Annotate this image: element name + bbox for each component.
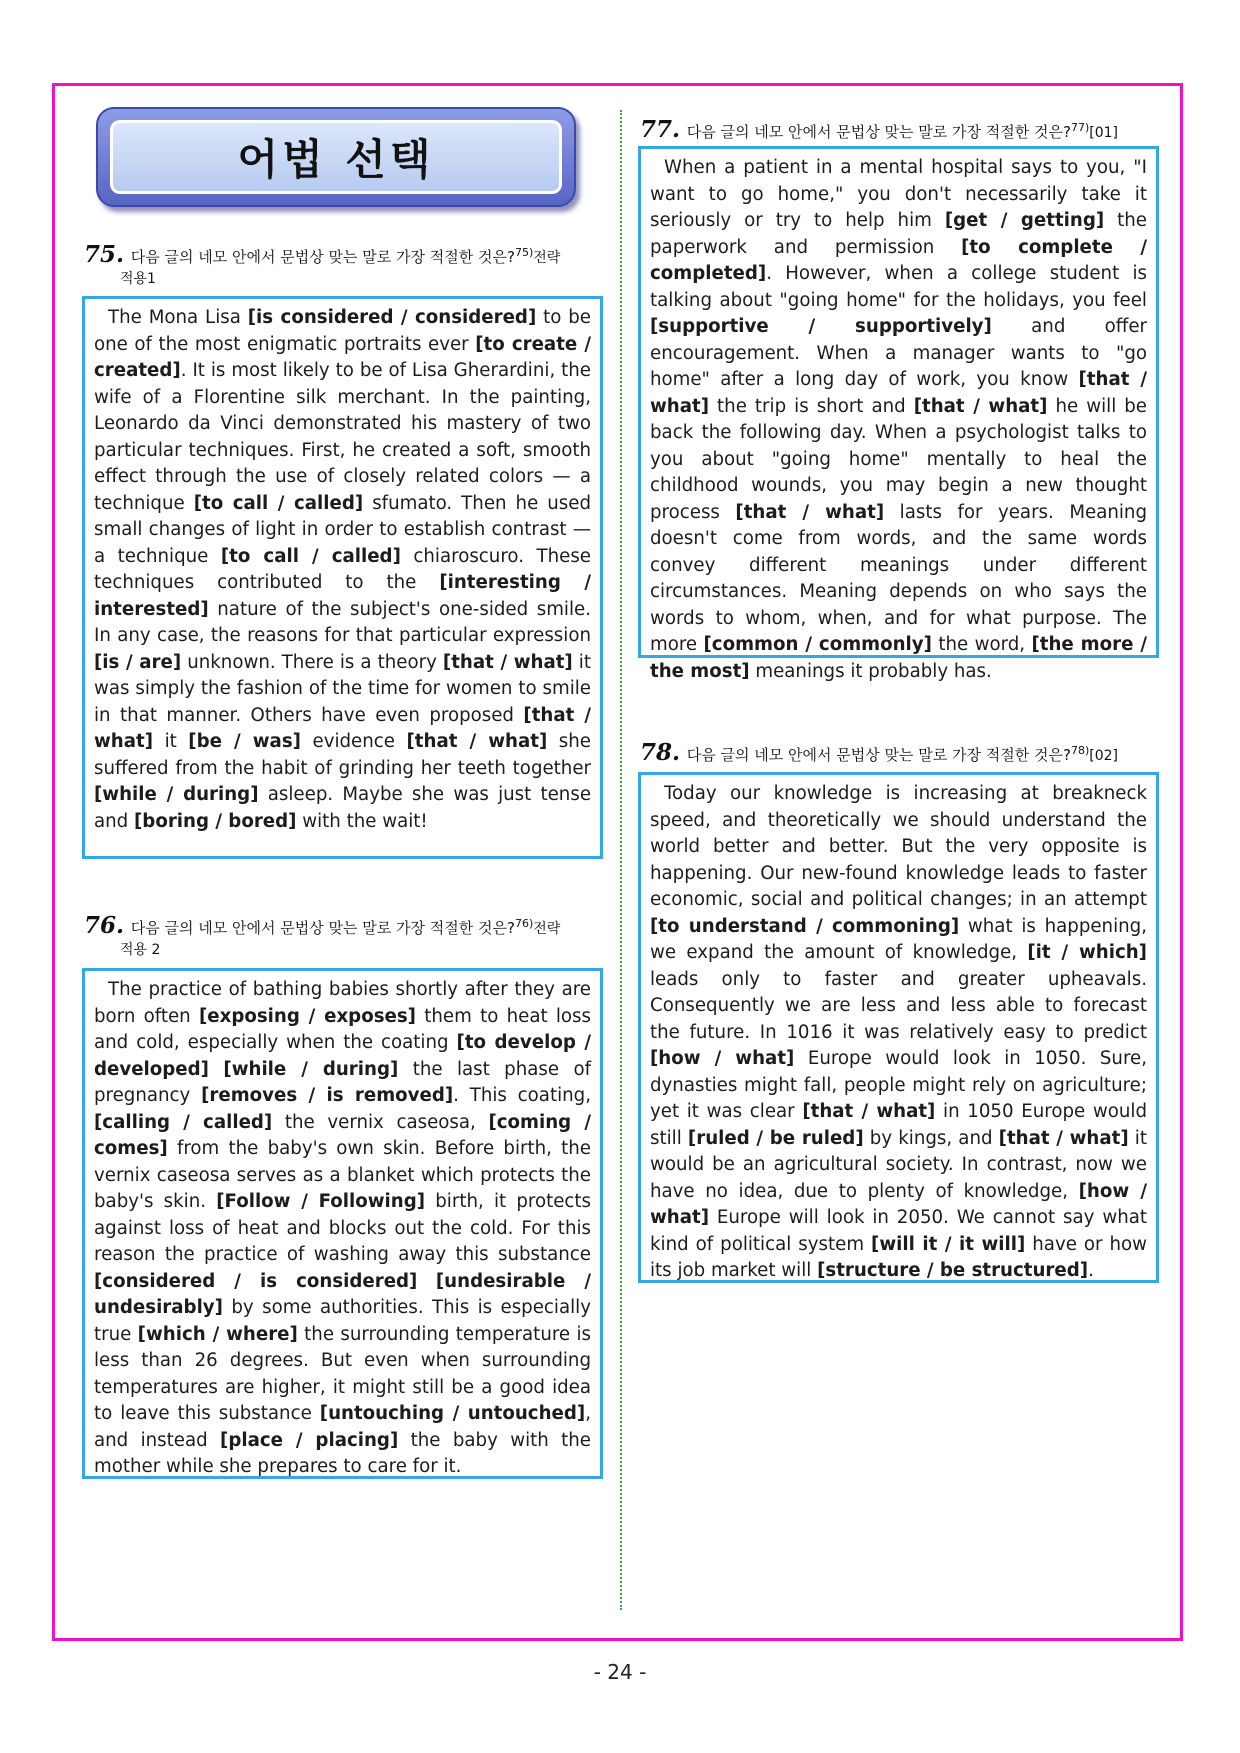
choice-bracket: [to complete / completed]: [650, 236, 1147, 284]
footnote-ref: 77): [1070, 121, 1090, 134]
choice-bracket: [structure / be structured]: [817, 1260, 1089, 1281]
choice-bracket: [while / during]: [223, 1058, 399, 1080]
passage-text: The practice of bathing babies shortly after they are born often [exposing / exposes] them to heat loss and cold, especially when the coating [to develop / developed] [while / during] the last phase of pregnancy [removes / is removed]. This coating, [calling / called] the vernix caseosa, [coming / comes] from the baby's own skin. Before birth, the vernix caseosa serves as a blanket which protects the baby's skin. [Follow / Following] birth, it protects against loss of heat and blocks out the cold. For this reason the practice of washing away this substance [considered / is considered] [undesirable / undesirably] by some authorities. This is especially true [which / where] the surrounding temperature is less than 26 degrees. But even when surrounding temperatures are higher, it might still be a good idea to leave this substance [untouching / untouched], and instead [place / placing] the baby with the mother while she prepares to care for it.: [94, 979, 592, 1477]
choice-bracket: [untouching / untouched]: [319, 1403, 586, 1424]
choice-bracket: [coming / comes]: [94, 1111, 592, 1159]
choice-bracket: [boring / bored]: [134, 810, 297, 832]
choice-bracket: [interesting / interested]: [94, 572, 591, 620]
column-divider: [620, 110, 622, 1610]
question-tag: [02]: [1089, 748, 1118, 764]
choice-bracket: [to develop / developed]: [94, 1032, 591, 1080]
choice-bracket: [to understand / commoning]: [650, 915, 960, 937]
choice-bracket: [that / what]: [998, 1127, 1129, 1149]
footnote-ref: 75): [514, 246, 534, 259]
choice-bracket: [that / what]: [913, 395, 1048, 417]
passage-text: Today our knowledge is increasing at breakneck speed, and theoretically we should understand the world better and better. But the very opposite is happening. Our new-found knowledge leads to faster economic, social and political changes; in an attempt [to understand / commoning] what is happening, we expand the amount of knowledge, [it / which] leads only to faster and greater upheavals. Consequently we are less and less able to forecast the future. In 1016 it was relatively easy to predict [how / what] Europe would look in 1050. Sure, dynasties might fall, people might rely on agriculture; yet it was clear [that / what] in 1050 Europe would still [ruled / be ruled] by kings, and [that / what] it would be an agricultural society. In contrast, now we have no idea, due to plenty of knowledge, [how / what] Europe will look in 2050. We cannot say what kind of political system [will it / it will] have or how its job market will [structure / be structured].: [650, 783, 1147, 1281]
question-tag: 전략: [533, 250, 561, 266]
question-tag-2: 적용 2: [120, 942, 161, 958]
footnote-ref: 76): [514, 917, 534, 930]
question-78-header: [640, 741, 1165, 766]
choice-bracket: [to call / called]: [220, 545, 401, 567]
choice-bracket: [that / what]: [735, 501, 885, 523]
passage-text: The Mona Lisa [is considered / considered] to be one of the most enigmatic portraits ever [to create / created]. It is most likely to be of Lisa Gherardini, the wife of a Florentine silk merchant. In the painting, Leonardo da Vinci demonstrated his mastery of two particular techniques. First, he created a soft, smooth effect through the use of closely related colors — a technique [to call / called] sfumato. Then he used small changes of light in order to establish contrast — a technique [to call / called] chiaroscuro. These techniques contributed to the [interesting / interested] nature of the subject's one-sided smile. In any case, the reasons for that particular expression [is / are] unknown. There is a theory [that / what] it was simply the fashion of the time for women to smile in that manner. Others have even proposed [that / what] it [be / was] evidence [that / what] she suffered from the habit of grinding her teeth together [while / during] asleep. Maybe she was just tense and [boring / bored] with the wait!: [94, 307, 592, 832]
question-tag: 전략: [533, 921, 561, 937]
question-number: 78.: [640, 739, 681, 766]
question-prompt: 다음 글의 네모 안에서 문법상 맞는 말로 가장 적절한 것은?: [686, 746, 1071, 764]
choice-bracket: [to create / created]: [94, 333, 591, 381]
section-title: 어법 선택: [110, 120, 562, 194]
choice-bracket: [will it / it will]: [871, 1233, 1026, 1255]
choice-bracket: [the more / the most]: [650, 634, 1147, 682]
choice-bracket: [that / what]: [94, 704, 591, 752]
choice-bracket: [which / where]: [137, 1323, 298, 1345]
choice-bracket: [supportive / supportively]: [650, 316, 992, 337]
choice-bracket: [place / placing]: [220, 1429, 399, 1451]
choice-bracket: [get / getting]: [944, 210, 1105, 231]
choice-bracket: [common / commonly]: [703, 634, 932, 655]
choice-bracket: [how / what]: [650, 1180, 1147, 1228]
choice-bracket: [while / during]: [94, 784, 259, 805]
choice-bracket: [removes / is removed]: [201, 1085, 454, 1106]
choice-bracket: [that / what]: [802, 1101, 936, 1122]
choice-bracket: [that / what]: [442, 651, 573, 673]
choice-bracket: [is / are]: [94, 651, 182, 673]
choice-bracket: [calling / called]: [94, 1111, 273, 1133]
question-77-passage: [638, 146, 1159, 682]
question-77-header: [640, 118, 1165, 143]
choice-bracket: [Follow / Following]: [216, 1191, 426, 1212]
section-title-banner: [96, 107, 576, 207]
choice-bracket: [exposing / exposes]: [198, 1005, 416, 1027]
question-tag-2: 적용1: [120, 271, 156, 287]
choice-bracket: [considered / is considered]: [94, 1270, 418, 1292]
choice-bracket: [undesirable / undesirably]: [94, 1270, 591, 1318]
question-78-passage: [638, 772, 1159, 1283]
choice-bracket: [that / what]: [406, 731, 548, 752]
passage-text: When a patient in a mental hospital says to you, "I want to go home," you don't necessarily take it seriously or try to help him [get / getting] the paperwork and permission [to complete / completed]. However, when a college student is talking about "going home" for the holidays, you feel [supportive / supportively] and offer encouragement. When a manager wants to "go home" after a long day of work, you know [that / what] the trip is short and [that / what] he will be back the following day. When a psychologist talks to you about "going home" mentally to heal the childhood wounds, you may begin a new thought process [that / what] lasts for years. Meaning doesn't come from words, and the same words convey different meanings under different circumstances. Meaning depends on who says the words to whom, when, and for what purpose. The more [common / commonly] the word, [the more / the most] meanings it probably has.: [650, 157, 1148, 682]
choice-bracket: [to call / called]: [193, 492, 364, 514]
choice-bracket: [that / what]: [650, 369, 1147, 417]
footnote-ref: 78): [1070, 744, 1090, 757]
question-prompt: 다음 글의 네모 안에서 문법상 맞는 말로 가장 적절한 것은?: [130, 919, 515, 937]
question-76-passage: [82, 968, 603, 1479]
question-tag: [01]: [1089, 125, 1118, 141]
page-number: - 24 -: [593, 1660, 647, 1684]
question-76-header: [84, 914, 609, 960]
question-number: 77.: [640, 116, 681, 143]
question-prompt: 다음 글의 네모 안에서 문법상 맞는 말로 가장 적절한 것은?: [686, 123, 1071, 141]
question-75-passage: [82, 296, 603, 859]
question-number: 76.: [84, 912, 125, 939]
choice-bracket: [how / what]: [650, 1048, 795, 1069]
choice-bracket: [is considered / considered]: [247, 307, 537, 328]
choice-bracket: [be / was]: [188, 731, 301, 752]
question-75-header: [84, 243, 609, 289]
question-prompt: 다음 글의 네모 안에서 문법상 맞는 말로 가장 적절한 것은?: [130, 248, 515, 266]
choice-bracket: [it / which]: [1027, 942, 1147, 963]
choice-bracket: [ruled / be ruled]: [687, 1127, 864, 1149]
question-number: 75.: [84, 241, 125, 268]
